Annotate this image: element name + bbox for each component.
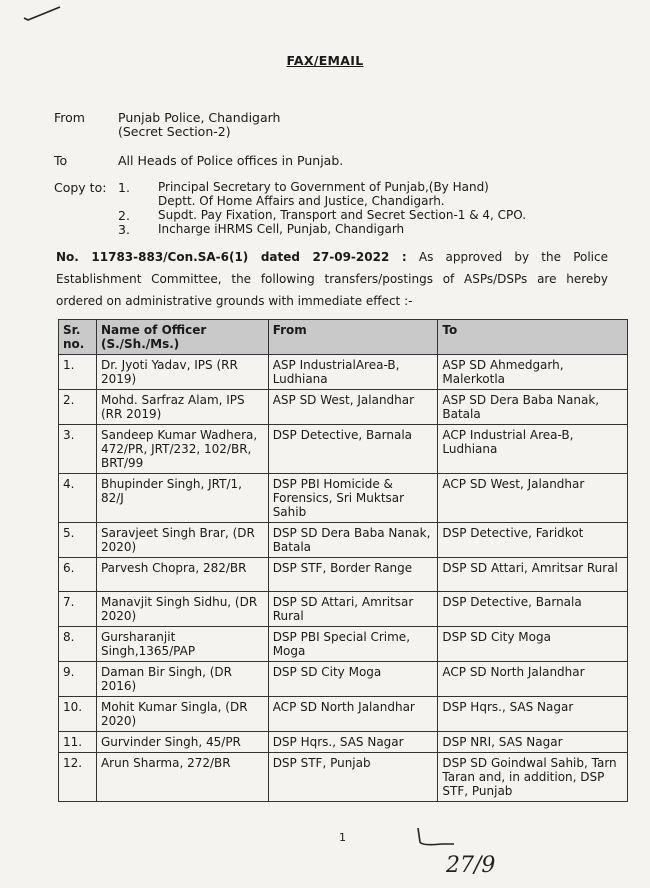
cell-to: ASP SD Dera Baba Nanak, Batala	[438, 390, 628, 425]
cell-officer-name: Gurvinder Singh, 45/PR	[96, 732, 268, 753]
cell-to: DSP Hqrs., SAS Nagar	[438, 697, 628, 732]
document-title: FAX/EMAIL	[286, 53, 364, 68]
handwritten-date: 27/9	[446, 853, 496, 878]
table-row	[59, 662, 628, 697]
table-row	[59, 732, 628, 753]
to-label: To	[54, 153, 68, 168]
table-row	[59, 697, 628, 732]
cell-from: DSP PBI Homicide & Forensics, Sri Muktsar Sahib	[268, 474, 438, 523]
cell-from: DSP Hqrs., SAS Nagar	[268, 732, 438, 753]
cell-sr-no: 3.	[59, 425, 97, 474]
table-row	[59, 523, 628, 558]
cell-from: ASP IndustrialArea-B, Ludhiana	[268, 355, 438, 390]
from-label: From	[54, 110, 85, 125]
cell-officer-name: Daman Bir Singh, (DR 2016)	[96, 662, 268, 697]
cell-to: DSP Detective, Faridkot	[438, 523, 628, 558]
cell-sr-no: 4.	[59, 474, 97, 523]
header-to: To	[438, 320, 628, 355]
copy-to-item-3-line-1: Incharge iHRMS Cell, Punjab, Chandigarh	[158, 222, 405, 236]
table-header-row	[59, 320, 628, 355]
cell-to: ACP SD West, Jalandhar	[438, 474, 628, 523]
cell-sr-no: 11.	[59, 732, 97, 753]
cell-to: DSP SD Attari, Amritsar Rural	[438, 558, 628, 592]
cell-to: DSP NRI, SAS Nagar	[438, 732, 628, 753]
copy-to-item-1-line-1: Principal Secretary to Government of Punjab,(By Hand)	[158, 180, 489, 194]
cell-from: DSP STF, Punjab	[268, 753, 438, 802]
table-row	[59, 753, 628, 802]
copy-to-item-3-number: 3.	[118, 222, 130, 237]
cell-to: DSP SD Goindwal Sahib, Tarn Taran and, in addition, DSP STF, Punjab	[438, 753, 628, 802]
cell-sr-no: 2.	[59, 390, 97, 425]
cell-officer-name: Gursharanjit Singh,1365/PAP	[96, 627, 268, 662]
order-paragraph	[56, 246, 608, 312]
table-row	[59, 425, 628, 474]
cell-officer-name: Mohd. Sarfraz Alam, IPS (RR 2019)	[96, 390, 268, 425]
cell-officer-name: Sandeep Kumar Wadhera, 472/PR, JRT/232, 102/BR, BRT/99	[96, 425, 268, 474]
order-line-1	[56, 246, 608, 268]
cell-to: ACP SD North Jalandhar	[438, 662, 628, 697]
cell-officer-name: Arun Sharma, 272/BR	[96, 753, 268, 802]
cell-sr-no: 12.	[59, 753, 97, 802]
table-row	[59, 558, 628, 592]
order-line-1-rest: As approved by the Police	[418, 250, 608, 264]
cell-sr-no: 1.	[59, 355, 97, 390]
cell-officer-name: Parvesh Chopra, 282/BR	[96, 558, 268, 592]
cell-to: DSP SD City Moga	[438, 627, 628, 662]
cell-from: DSP PBI Special Crime, Moga	[268, 627, 438, 662]
cell-to: ASP SD Ahmedgarh, Malerkotla	[438, 355, 628, 390]
table-row	[59, 592, 628, 627]
from-line-1: Punjab Police, Chandigarh	[118, 110, 281, 125]
copy-to-item-1-number: 1.	[118, 180, 130, 195]
cell-to: DSP Detective, Barnala	[438, 592, 628, 627]
table-row	[59, 627, 628, 662]
cell-from: DSP SD Attari, Amritsar Rural	[268, 592, 438, 627]
from-line-2: (Secret Section-2)	[118, 124, 231, 139]
copy-to-item-1-line-2: Deptt. Of Home Affairs and Justice, Chandigarh.	[158, 194, 445, 208]
copy-to-item-2-number: 2.	[118, 208, 130, 223]
order-line-3: ordered on administrative grounds with immediate effect :-	[56, 294, 413, 308]
cell-sr-no: 10.	[59, 697, 97, 732]
transfers-table	[58, 319, 628, 802]
cell-from: ASP SD West, Jalandhar	[268, 390, 438, 425]
cell-from: DSP Detective, Barnala	[268, 425, 438, 474]
cell-from: DSP SD Dera Baba Nanak, Batala	[268, 523, 438, 558]
copy-to-item-2-line-1: Supdt. Pay Fixation, Transport and Secret Section-1 & 4, CPO.	[158, 208, 527, 222]
cell-sr-no: 9.	[59, 662, 97, 697]
cell-from: ACP SD North Jalandhar	[268, 697, 438, 732]
table-row	[59, 355, 628, 390]
cell-sr-no: 8.	[59, 627, 97, 662]
cell-officer-name: Manavjit Singh Sidhu, (DR 2020)	[96, 592, 268, 627]
page-number: 1	[339, 831, 346, 844]
cell-officer-name: Bhupinder Singh, JRT/1, 82/J	[96, 474, 268, 523]
cell-from: DSP STF, Border Range	[268, 558, 438, 592]
table-row	[59, 390, 628, 425]
header-name-of-officer: Name of Officer (S./Sh./Ms.)	[96, 320, 268, 355]
to-value: All Heads of Police offices in Punjab.	[118, 153, 344, 168]
order-number: No. 11783-883/Con.SA-6(1) dated 27-09-2022 :	[56, 250, 407, 264]
cell-officer-name: Saravjeet Singh Brar, (DR 2020)	[96, 523, 268, 558]
cell-from: DSP SD City Moga	[268, 662, 438, 697]
table-row	[59, 474, 628, 523]
cell-sr-no: 6.	[59, 558, 97, 592]
cell-to: ACP Industrial Area-B, Ludhiana	[438, 425, 628, 474]
cell-officer-name: Mohit Kumar Singla, (DR 2020)	[96, 697, 268, 732]
header-sr-no: Sr. no.	[59, 320, 97, 355]
header-from: From	[268, 320, 438, 355]
cell-officer-name: Dr. Jyoti Yadav, IPS (RR 2019)	[96, 355, 268, 390]
copy-to-label: Copy to:	[54, 180, 107, 195]
order-line-2: Establishment Committee, the following transfers/postings of ASPs/DSPs are hereby	[56, 272, 608, 286]
handwritten-signature	[412, 822, 532, 882]
handwritten-tick-mark	[22, 4, 62, 24]
cell-sr-no: 7.	[59, 592, 97, 627]
cell-sr-no: 5.	[59, 523, 97, 558]
